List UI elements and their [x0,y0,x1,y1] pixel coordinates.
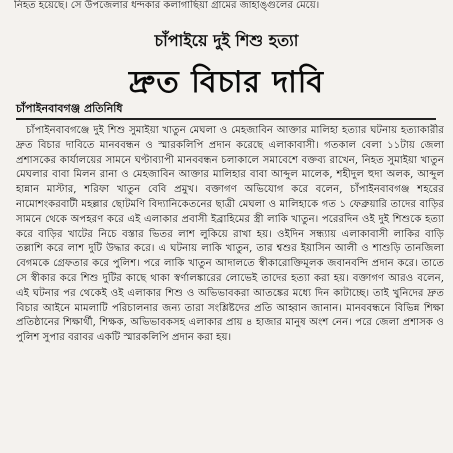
previous-article-tail: নিহত হয়েছে। সে উপজেলার ধন্দকার কলাগাছিয়া গ্রামের জাহাঙ্গুলের মেয়ে। [14,0,320,11]
byline-divider [16,118,436,120]
article-byline: চাঁপাইনবাবগঞ্জ প্রতিনিধি [16,102,123,115]
article-headline: দ্রুত বিচার দাবি [128,65,325,100]
article-kicker: চাঁপাইয়ে দুই শিশু হত্যা [154,31,299,50]
article-body [16,124,444,449]
article-body-text: চাঁপাইনবাবগঞ্জে দুই শিশু সুমাইয়া খাতুন মেঘলা ও মেহজাবিন আক্তার মালিহা হত্যার ঘটনায় হত্যাকারীর দ্রুত বিচার দাবিতে মানববন্ধন ও স্মারকলিপি প্রদান করেছে এলাকাবাসী। গতকাল বেলা ১১টায় জেলা প্রশাসকের কার্যালয়ের সামনে ঘণ্টাব্যাপী মানববন্ধন চলাকালে সমাবেশে বক্তব্য রাখেন, নিহত সুমাইয়া খাতুন মেঘলার বাবা মিলন রানা ও মেহজাবিন আক্তার মালিহার বাবা আব্দুল মালেক, শহীদুল হুদা অলক, আব্দুল হান্নান মাস্টার, শরিফা খাতুন বেবি প্রমুখ। বক্তাগণ অভিযোগ করে বলেন, চাঁপাইনবাবগঞ্জ শহরের নামোশংকরবাটী মহল্লার ছোটমণি বিদ্যানিকেতনের ছাত্রী মেঘলা ও মালিহাকে গত ১ ফেব্রুয়ারি তাদের বাড়ির সামনে থেকে অপহরণ করে এই এলাকার প্রবাসী ইব্রাহিমের স্ত্রী লাকি খাতুন। পরেরদিন ওই দুই শিশুকে হত্যা করে বাড়ির খাটের নিচে বস্তার ভিতর লাশ লুকিয়ে রাখা হয়। ওইদিন সন্ধ্যায় এলাকাবাসী লাকির বাড়ি তল্লাশি করে লাশ দুটি উদ্ধার করে। এ ঘটনায় লাকি খাতুন, তার শ্বশুর ইয়াসিন আলী ও শাশুড়ি তানজিলা বেগমকে গ্রেফতার করে পুলিশ। পরে লাকি খাতুন আদালতে স্বীকারোক্তিমূলক জবানবন্দি প্রদান করে। তাতে সে স্বীকার করে শিশু দুটির কাছে থাকা স্বর্ণালঙ্কারের লোভেই তাদের হত্যা করা হয়। বক্তাগণ আরও বলেন, এই ঘটনার পর থেকেই ওই এলাকার শিশু ও অভিভাবকরা আতঙ্কের মধ্যে দিন কাটাচ্ছে। তাই খুনিদের দ্রুত বিচার আইনে মামলাটি পরিচালনার জন্য তারা সংশ্লিষ্টদের প্রতি আহ্বান জানান। মানববন্ধনে বিভিন্ন শিক্ষা প্রতিষ্ঠানের শিক্ষার্থী, শিক্ষক, অভিভাবকসহ এলাকার প্রায় ৪ হাজার মানুষ অংশ নেন। পরে জেলা প্রশাসক ও পুলিশ সুপার বরাবর একটি স্মারকলিপি প্রদান করা হয়। [16,125,444,344]
